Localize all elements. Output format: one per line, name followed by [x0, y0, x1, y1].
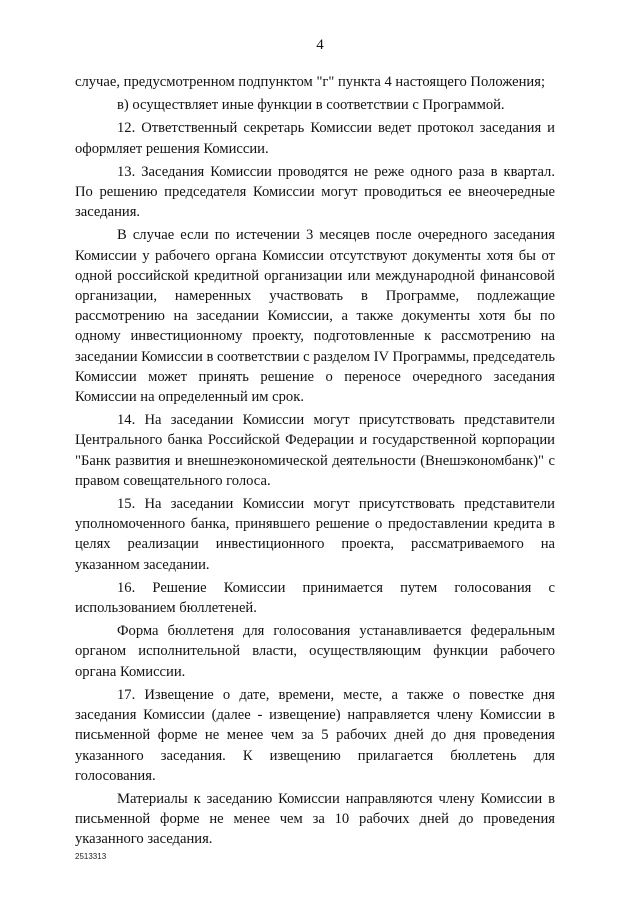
paragraph-11: Материалы к заседанию Комиссии направляются члену Комиссии в письменной форме не менее чем за 10 рабочих дней до проведения указанного заседания. — [75, 790, 555, 848]
paragraph-9: Форма бюллетеня для голосования устанавливается федеральным органом исполнительной власти, осуществляющим функции рабочего органа Комиссии. — [75, 623, 555, 680]
paragraph-7: 15. На заседании Комиссии могут присутствовать представители уполномоченного банка, принявшего решение о предоставлении кредита в целях реализации инвестиционного проекта, рассматриваемого на указанном заседании. — [75, 496, 555, 573]
document-body — [75, 72, 555, 850]
paragraph-8: 16. Решение Комиссии принимается путем голосования с использованием бюллетеней. — [75, 579, 555, 617]
paragraph-4: 13. Заседания Комиссии проводятся не реже одного раза в квартал. По решению председателя Комиссии могут проводиться ее внеочередные заседания. — [75, 163, 555, 221]
paragraph-5: В случае если по истечении 3 месяцев после очередного заседания Комиссии у рабочего органа Комиссии отсутствуют документы хотя бы от одной российской кредитной организации или международной финансовой организации, намеренных участвовать в Программе, подлежащие рассмотрению на заседании Комиссии, а также документы хотя бы по одному инвестиционному проекту, подготовленные к рассмотрению на заседании Комиссии в соответствии с разделом IV Программы, председатель Комиссии может принять решение о переносе очередного заседания Комиссии на определенный им срок. — [75, 227, 555, 406]
paragraph-2: в) осуществляет иные функции в соответствии с Программой. — [117, 97, 505, 114]
paragraph-3: 12. Ответственный секретарь Комиссии ведет протокол заседания и оформляет решения Комиссии. — [75, 120, 555, 157]
footer-document-code: 2513313 — [75, 852, 107, 861]
page-number: 4 — [316, 37, 324, 53]
paragraph-10: 17. Извещение о дате, времени, месте, а также о повестке дня заседания Комиссии (далее - извещение) направляется члену Комиссии в письменной форме не менее чем за 5 рабочих дней до дня проведения указанного заседания. К извещению прилагается бюллетень для голосования. — [75, 686, 555, 784]
paragraph-6: 14. На заседании Комиссии могут присутствовать представители Центрального банка Российской Федерации и государственной корпорации "Банк развития и внешнеэкономической деятельности (Внешэкономбанк)" с правом совещательного голоса. — [75, 412, 555, 489]
paragraph-1: случае, предусмотренном подпунктом "г" пункта 4 настоящего Положения; — [75, 74, 546, 90]
